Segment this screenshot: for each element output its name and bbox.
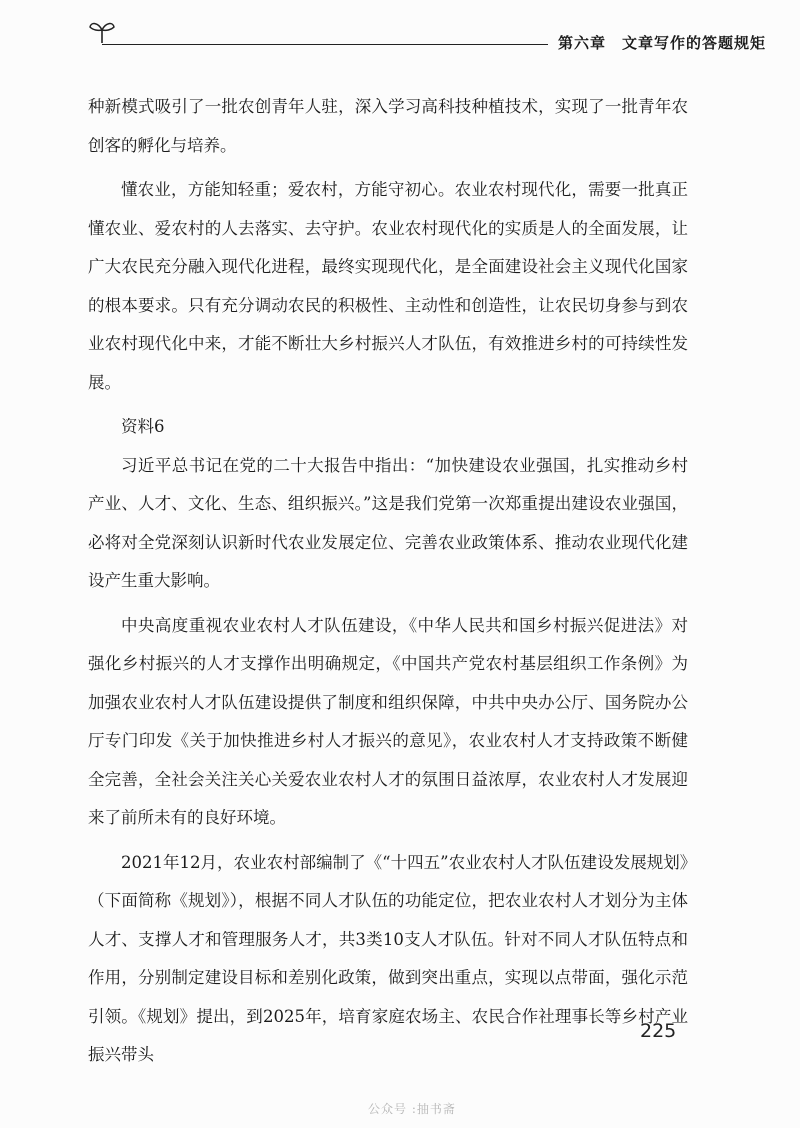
paragraph: 中央高度重视农业农村人才队伍建设，《中华人民共和国乡村振兴促进法》对强化乡村振兴的人才支撑作出明确规定，《中国共产党农村基层组织工作条例》为加强农业农村人才队伍建设提供了制度和组织保障，中共中央办公厅、国务院办公厅专门印发《关于加快推进乡村人才振兴的意见》，农业农村人才支持政策不断健全完善，全社会关注关心关爱农业农村人才的氛围日益浓厚，农业农村人才发展迎来了前所未有的良好环境。 xyxy=(88,615,688,827)
watermark: 公众号 :抽书斋 xyxy=(368,1102,456,1116)
chapter-label: 第六章 xyxy=(558,34,607,52)
running-header xyxy=(88,14,767,54)
header-rule xyxy=(102,44,548,45)
chapter-title: 文章写作的答题规矩 xyxy=(622,34,767,52)
paragraph: 种新模式吸引了一批农创青年人驻，深入学习高科技种植技术，实现了一批青年农创客的孵化与培养。 xyxy=(88,97,688,155)
body-text xyxy=(88,88,688,1081)
paragraph: 2021年12月，农业农村部编制了《“十四五”农业农村人才队伍建设发展规划》（下面简称《规划》），根据不同人才队伍的功能定位，把农业农村人才划分为主体人才、支撑人才和管理服务人才，共3类10支人才队伍。针对不同人才队伍特点和作用，分别制定建设目标和差别化政策，做到突出重点，实现以点带面，强化示范引领。《规划》提出，到2025年，培育家庭农场主、农民合作社理事长等乡村产业振兴带头 xyxy=(88,852,688,1064)
header-title xyxy=(558,32,766,53)
paragraph: 习近平总书记在党的二十大报告中指出：“加快建设农业强国，扎实推动乡村产业、人才、文化、生态、组织振兴。”这是我们党第一次郑重提出建设农业强国，必将对全党深刻认识新时代农业发展定位、完善农业政策体系、推动农业现代化建设产生重大影响。 xyxy=(88,455,688,590)
sprout-icon xyxy=(88,18,116,44)
page-number: 225 xyxy=(640,1020,677,1042)
paragraph: 懂农业，方能知轻重；爱农村，方能守初心。农业农村现代化，需要一批真正懂农业、爱农村的人去落实、去守护。农业农村现代化的实质是人的全面发展，让广大农民充分融入现代化进程，最终实现现代化，是全面建设社会主义现代化国家的根本要求。只有充分调动农民的积极性、主动性和创造性，让农民切身参与到农业农村现代化中来，才能不断壮大乡村振兴人才队伍，有效推进乡村的可持续性发展。 xyxy=(88,180,688,392)
section-label: 资料6 xyxy=(121,417,165,436)
